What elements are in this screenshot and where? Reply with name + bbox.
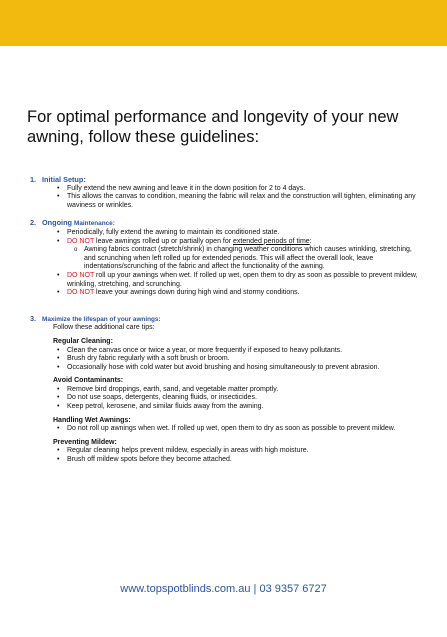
section-maximize-lifespan: [30, 315, 425, 465]
item-text: leave awnings rolled up or partially open for: [94, 237, 234, 245]
subheading-avoid-contaminants: Avoid Contaminants:: [53, 377, 124, 385]
section-heading: [30, 315, 425, 325]
bullet-list: [30, 447, 425, 464]
bullet-list: [30, 425, 425, 434]
bullet-list: [30, 386, 425, 412]
section-intro: Follow these additional care tips:: [53, 324, 155, 332]
section-heading: [30, 176, 425, 185]
section-number: 2.: [30, 218, 37, 228]
list-item: • Do not roll up awnings when wet. If rolled up wet, open them to dry as soon as possible to prevent mildew.: [67, 425, 425, 434]
subheading-regular-cleaning: Regular Cleaning:: [53, 337, 113, 345]
do-not-label: DO NOT: [67, 237, 95, 245]
list-item: • Do not use soaps, detergents, cleaning fluids, or insecticides.: [67, 394, 425, 403]
list-item: [67, 238, 425, 272]
section-title: Maximize the lifespan of your awnings:: [42, 315, 161, 323]
item-text: leave your awnings down during high wind and stormy conditions.: [94, 289, 300, 297]
footer-contact[interactable]: www.topspotblinds.com.au | 03 9357 6727: [120, 583, 327, 595]
guidelines-body: [30, 176, 425, 465]
sub-list-item: o Awning fabrics contract (stretch/shrink) in changing weather conditions which causes wrinkling, stretching, and scrunching when left rolled up for extended periods. This will affect the overall look, leave indentations/scrunching of the fabric and affect the functionality of the awning.: [84, 246, 425, 272]
section-title: Ongoing: [42, 218, 72, 228]
list-item: • Brush dry fabric regularly with a soft brush or broom.: [67, 355, 425, 364]
list-item: • Periodically, fully extend the awning to maintain its conditioned state.: [67, 229, 425, 238]
section-number: 1.: [30, 175, 37, 184]
section-number: 3.: [30, 313, 37, 323]
list-item: [67, 289, 425, 298]
section-ongoing-maintenance: [30, 219, 425, 297]
top-banner: [0, 0, 447, 46]
page-title: For optimal performance and longevity of your new awning, follow these guidelines:: [27, 108, 399, 146]
subheading-handling-wet-awnings: Handling Wet Awnings:: [53, 416, 131, 424]
list-item: • Remove bird droppings, earth, sand, and vegetable matter promptly.: [67, 386, 425, 395]
section-title-suffix: Maintenance:: [74, 220, 115, 228]
list-item: • Clean the canvas once or twice a year, or more frequently if exposed to heavy pollutants.: [67, 347, 425, 356]
item-text: roll up your awnings when wet. If rolled up wet, open them to dry as soon as possible to prevent mildew, wrinkling, stretching, and scrunching.: [67, 271, 418, 288]
list-item: • Keep petrol, kerosene, and similar fluids away from the awning.: [67, 403, 425, 412]
list-item: • Fully extend the new awning and leave it in the down position for 2 to 4 days.: [67, 185, 425, 194]
section-heading: [30, 219, 425, 229]
do-not-label: DO NOT: [67, 289, 95, 297]
section-title: Initial Setup:: [42, 175, 86, 184]
underlined-text: extended periods of time: [233, 237, 310, 245]
list-item: • Brush off mildew spots before they become attached.: [67, 456, 425, 465]
list-item: • This allows the canvas to condition, meaning the fabric will relax and the construction will tighten, eliminating any waviness or wrinkles.: [67, 193, 425, 210]
bullet-list: [30, 185, 425, 211]
subheading-preventing-mildew: Preventing Mildew:: [53, 438, 117, 446]
bullet-list: [30, 347, 425, 373]
item-text: :: [309, 237, 312, 245]
sub-bullet-list: [67, 246, 425, 272]
do-not-label: DO NOT: [67, 271, 95, 279]
section-initial-setup: [30, 176, 425, 210]
list-item: • Occasionally hose with cold water but avoid brushing and hosing simultaneously to prevent abrasion.: [67, 364, 425, 373]
list-item: • Regular cleaning helps prevent mildew, especially in areas with high moisture.: [67, 447, 425, 456]
bullet-list: [30, 229, 425, 298]
list-item: [67, 272, 425, 289]
